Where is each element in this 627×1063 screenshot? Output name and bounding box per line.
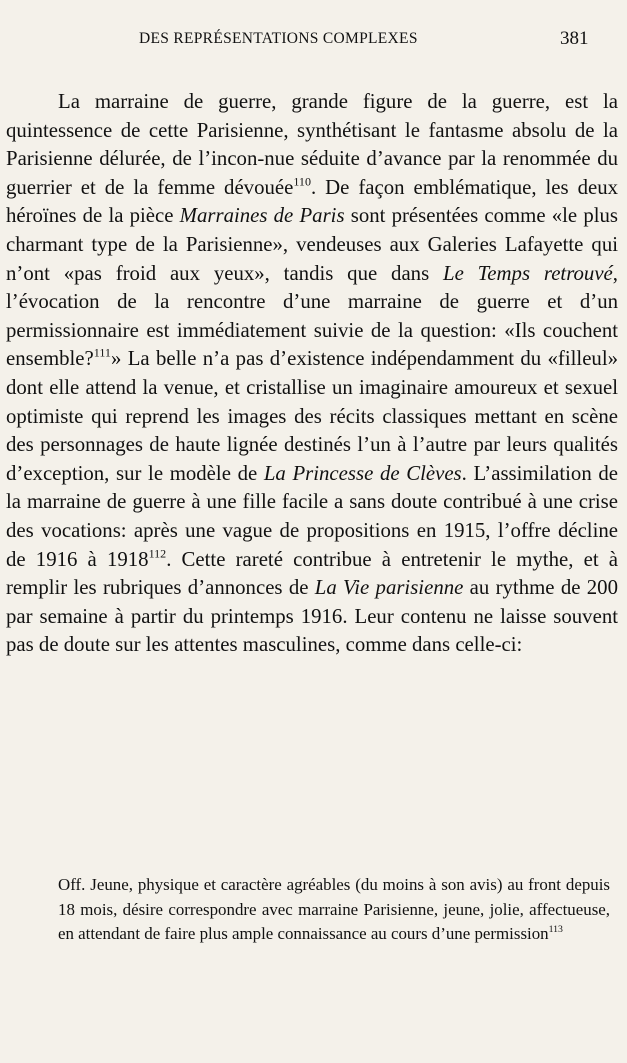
text-run: . Cette rareté contribue à entretenir le mythe, et à remplir les rubriques d’annonces de xyxy=(6,547,618,600)
main-paragraph-block xyxy=(6,88,618,660)
text-run: . L’assimilation de la marraine de guerre à une fille facile a sans doute contribué à une crise des vocations: après une vague de propositions en 1915, l’offre décline de 1916 à 1918 xyxy=(6,461,618,571)
title-marraines-de-paris: Marraines de Paris xyxy=(179,204,345,228)
title-la-vie-parisienne: La Vie parisienne xyxy=(314,576,464,600)
text-run: au rythme de 200 par semaine à partir du printemps 1916. Leur contenu ne laisse souvent pas de doute sur les attentes masculines, comme dans celle-ci: xyxy=(6,576,618,657)
title-la-princesse-de-cleves: La Princesse de Clèves xyxy=(263,461,462,485)
block-quote xyxy=(58,873,610,947)
footnote-ref-110: 110 xyxy=(293,174,311,189)
running-head xyxy=(0,30,627,54)
text-run: » La belle n’a pas d’existence indépendamment du «filleul» dont elle attend la venue, et cristallise un imaginaire amoureux et sexuel optimiste qui reprend les images des récits classiques mettant en scène des personnages de haute lignée destinés l’un à l’autre par leurs qualités d’exception, sur le modèle de xyxy=(6,347,618,485)
footnote-ref-112: 112 xyxy=(148,545,167,560)
text-run: La marraine de guerre, grande figure de la guerre, est la quintessence de cette Parisienne, synthétisant le fantasme absolu de la Parisienne délurée, de l’incon-nue séduite d’avance par la renommée du guerrier et de la femme dévouée xyxy=(6,90,618,199)
text-run: sont présentées comme «le plus charmant type de la Parisienne», vendeuses aux Galeries Lafayette qui n’ont «pas froid aux yeux», tandis que dans xyxy=(6,204,619,285)
title-le-temps-retrouve: Le Temps retrouvé xyxy=(443,261,613,285)
page-number: 381 xyxy=(560,28,589,49)
main-paragraph xyxy=(6,88,618,660)
text-run: , l’évocation de la rencontre d’une marraine de guerre et d’un permissionnaire est immédiatement suivie de la question: «Ils couchent ensemble? xyxy=(6,261,618,371)
quoted-advertisement xyxy=(58,873,610,947)
running-title: DES REPRÉSENTATIONS COMPLEXES xyxy=(139,30,418,47)
footnote-ref-111: 111 xyxy=(93,345,111,360)
footnote-ref-113: 113 xyxy=(548,924,563,936)
text-run: . De façon emblématique, les deux héroïnes de la pièce xyxy=(6,175,618,228)
quote-text: Off. Jeune, physique et caractère agréables (du moins à son avis) au front depuis 18 mois, désire correspondre avec marraine Parisienne, jeune, jolie, affectueuse, en attendant de faire plus ample connaissance au cours d’une permission xyxy=(58,875,610,944)
